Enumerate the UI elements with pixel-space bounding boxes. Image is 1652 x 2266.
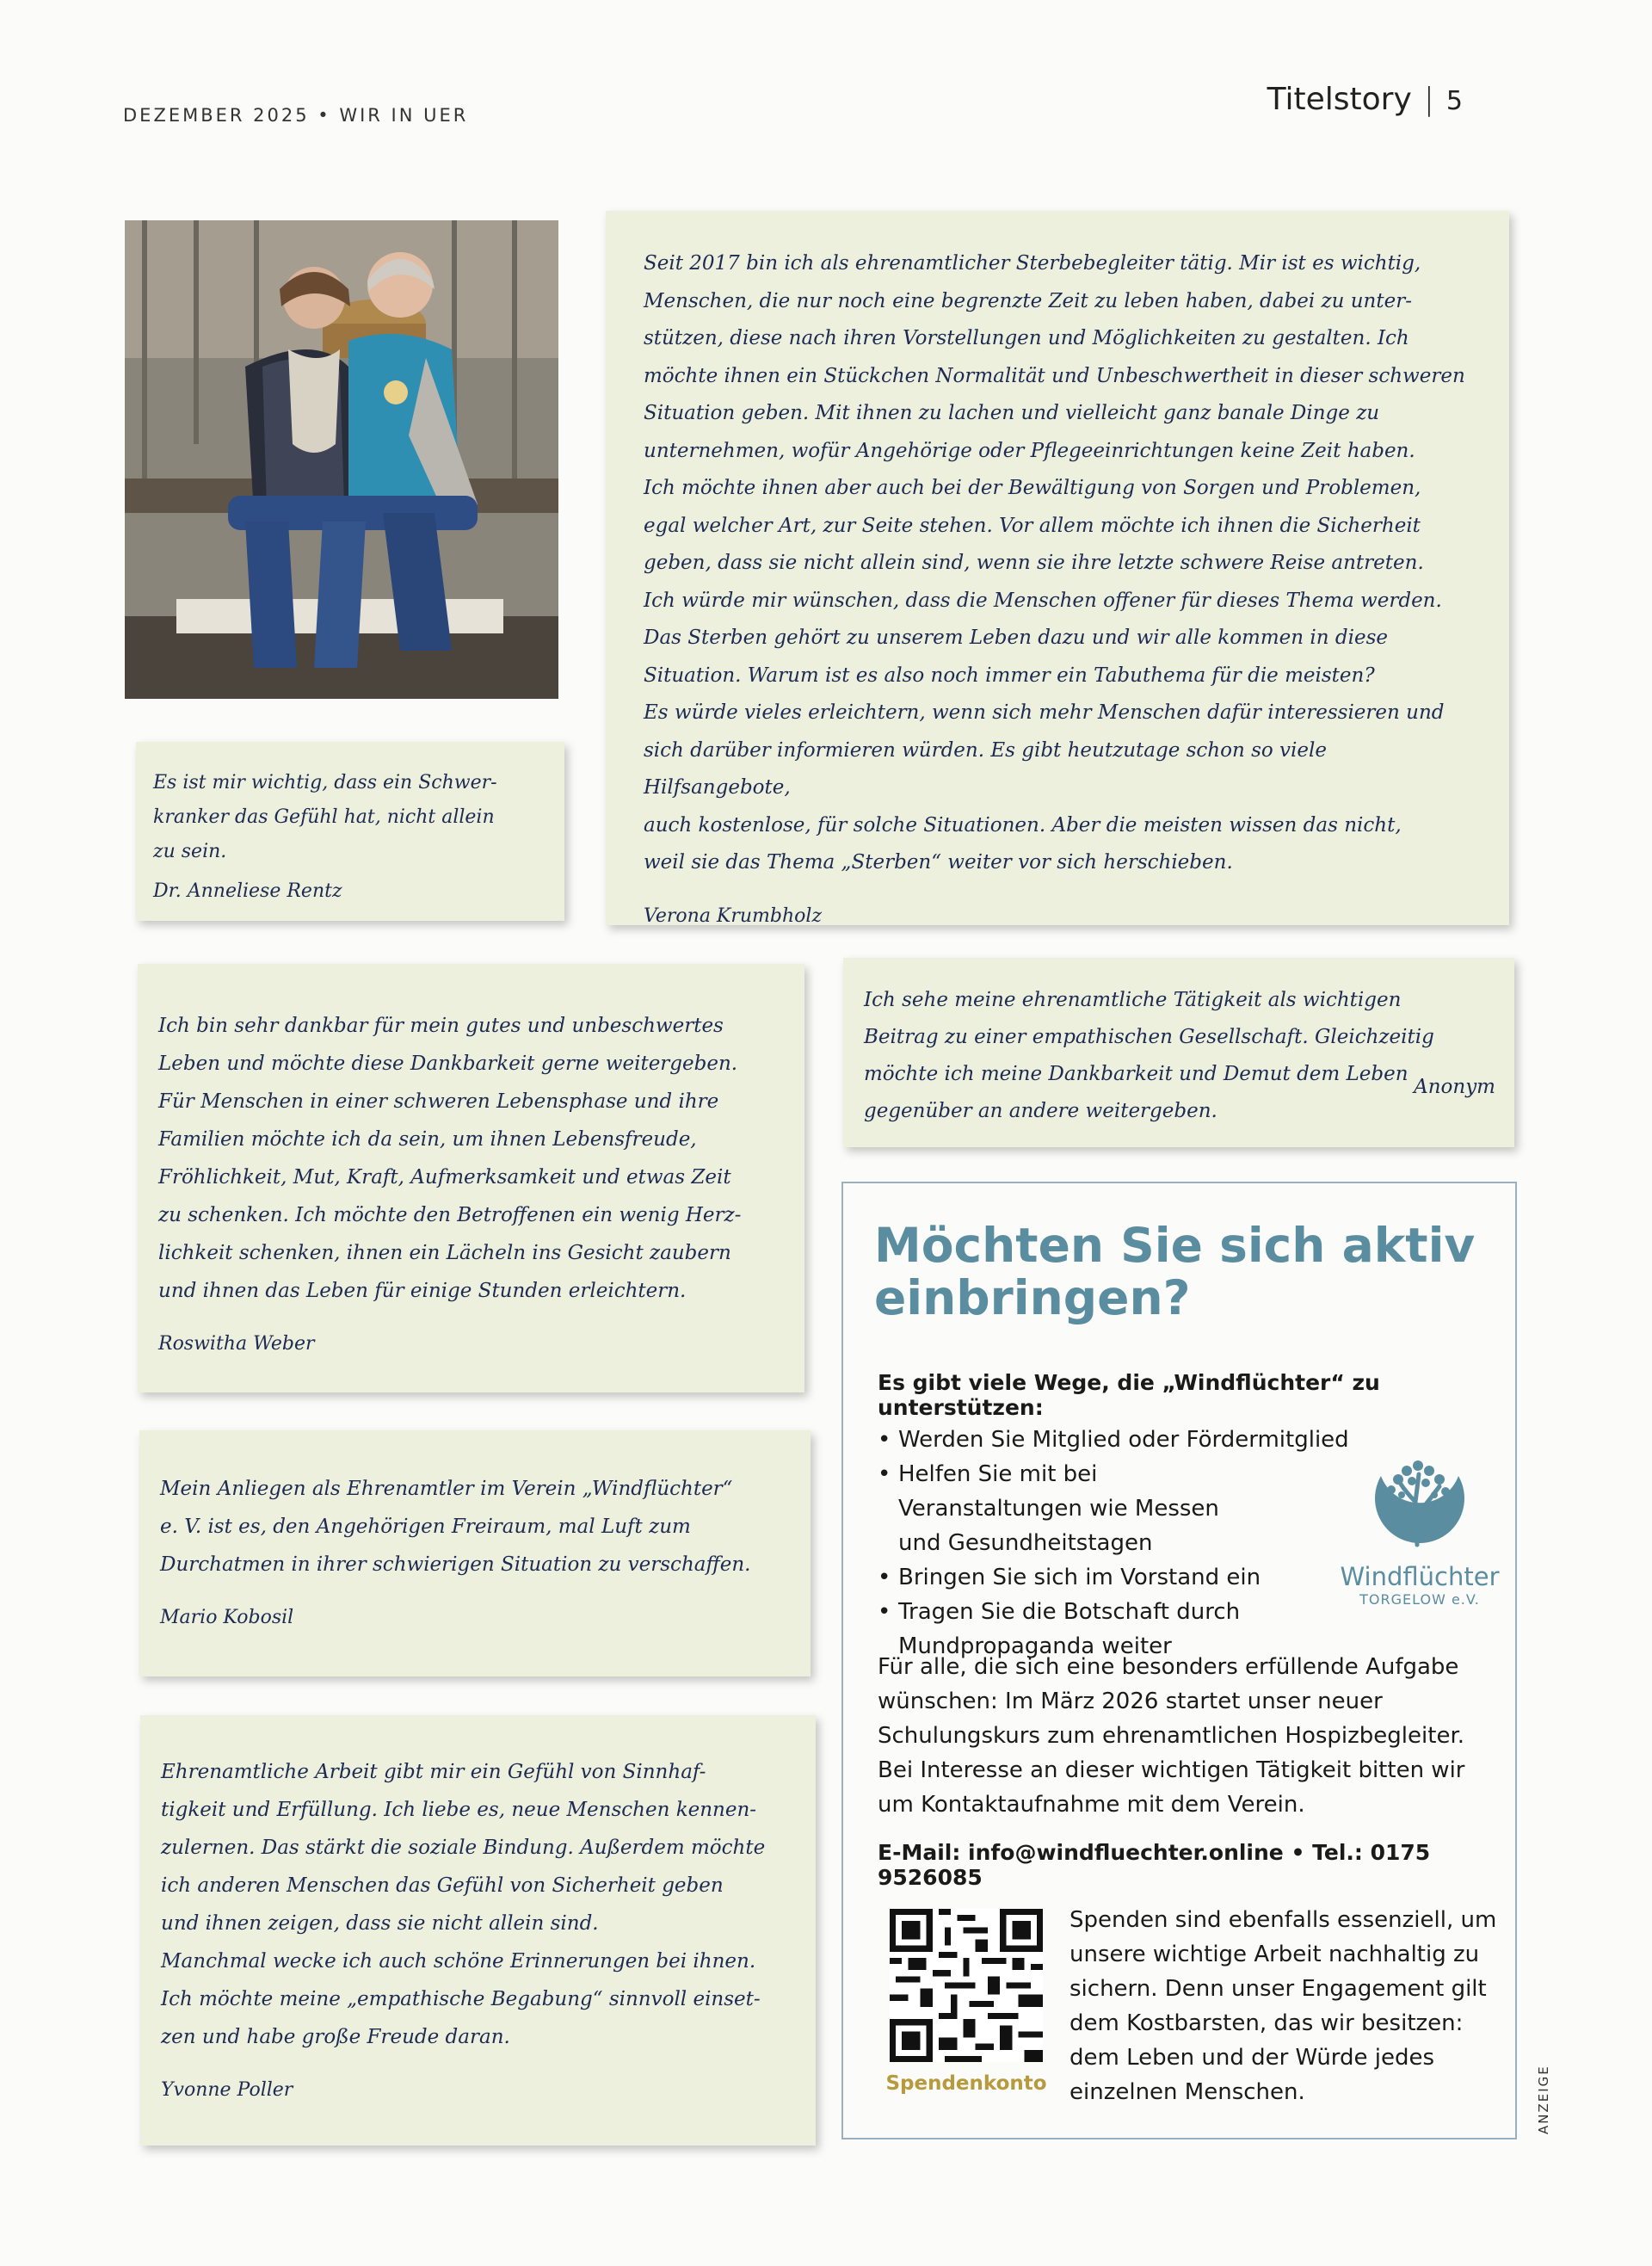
quote-line: und ihnen zeigen, dass sie nicht allein sind. [161,1912,599,1935]
quote-card-anneliese [136,742,564,921]
quote-line: Ich möchte meine „empathische Begabung“ sinnvoll einset- [161,1988,761,2010]
quote-line: und ihnen das Leben für einige Stunden erleichtern. [158,1280,687,1302]
logo-name: Windflüchter [1340,1562,1500,1591]
quote-line: Manchmal wecke ich auch schöne Erinnerungen bei ihnen. [161,1950,756,1973]
section-heading [1267,82,1463,117]
quote-line: Mein Anliegen als Ehrenamtler im Verein „Windflüchter“ [160,1478,733,1500]
quote-line: zulernen. Das stärkt die soziale Bindung. Außerdem möchte [161,1837,766,1859]
list-item-text: Helfen Sie mit bei Veranstaltungen wie Messen und Gesundheitstagen [898,1461,1219,1556]
quote-author: Yvonne Poller [161,2079,293,2101]
quote-line: Seit 2017 bin ich als ehrenamtlicher Sterbebegleiter tätig. Mir ist es wichtig, [644,252,1421,275]
donation-text: Spenden sind ebenfalls essenziell, um unsere wichtige Arbeit nachhaltig zu sichern. Denn unser Engagement gilt dem Kostbarsten, das wir besitzen: dem Leben und der Würde jedes einzelnen Menschen. [1069,1907,1497,2105]
quote-line: Beitrag zu einer empathischen Gesellschaft. Gleichzeitig [864,1026,1434,1048]
advertisement-box [841,1182,1517,2139]
separator: | [1423,82,1434,117]
quote-card-mario [139,1430,811,1676]
qr-label: Spendenkonto [885,2072,1047,2095]
list-item [878,1560,1349,1595]
portrait-photo [125,220,558,699]
quote-line: Ich würde mir wünschen, dass die Menschen offener für dieses Thema werden. [644,589,1442,612]
quote-line: zen und habe große Freude daran. [161,2026,510,2048]
list-item-text: Werden Sie Mitglied oder Fördermitglied [898,1427,1349,1453]
quote-line: unternehmen, wofür Angehörige oder Pflegeeinrichtungen keine Zeit haben. [644,439,1415,462]
quote-line: ich anderen Menschen das Gefühl von Sicherheit geben [161,1874,724,1897]
windfluechter-logo [1338,1442,1501,1608]
logo-subtitle: TORGELOW e.V. [1359,1591,1480,1608]
quote-line: Ich sehe meine ehrenamtliche Tätigkeit als wichtigen [864,989,1402,1011]
quote-card-verona [606,211,1509,925]
quote-card-yvonne [140,1715,816,2146]
quote-line: auch kostenlose, für solche Situationen. Aber die meisten wissen das nicht, [644,813,1402,837]
quote-line: kranker das Gefühl hat, nicht allein [153,806,495,828]
quote-author: Mario Kobosil [160,1607,294,1628]
ad-support-list [878,1423,1349,1664]
quote-line: sich darüber informieren würden. Es gibt heutzutage schon so viele Hilfsangebote, [644,738,1327,799]
quote-line: Familien möchte ich da sein, um ihnen Lebensfreude, [158,1128,697,1151]
quote-line: Menschen, die nur noch eine begrenzte Zeit zu leben haben, dabei zu unter- [644,289,1412,312]
quote-line: Situation. Warum ist es also noch immer ein Tabuthema für die meisten? [644,664,1375,687]
quote-line: Es ist mir wichtig, dass ein Schwer- [153,772,497,793]
quote-line: Leben und möchte diese Dankbarkeit gerne weitergeben. [158,1053,738,1075]
quote-line: möchte ihnen ein Stückchen Normalität und Unbeschwertheit in dieser schweren [644,364,1465,387]
page-number: 5 [1446,86,1463,116]
list-item [878,1457,1349,1560]
quote-line: Es würde vieles erleichtern, wenn sich mehr Menschen dafür interessieren und [644,701,1445,724]
quote-card-roswitha [138,964,804,1392]
quote-line: Fröhlichkeit, Mut, Kraft, Aufmerksamkeit und etwas Zeit [158,1166,731,1189]
issue-date: DEZEMBER 2025 • WIR IN UER [123,105,469,126]
quote-author: Anonym [1414,1076,1495,1098]
ad-subtitle: Es gibt viele Wege, die „Windflüchter“ zu unterstützen: [878,1370,1380,1420]
quote-line: zu schenken. Ich möchte den Betroffenen ein wenig Herz- [158,1204,742,1226]
list-item [878,1423,1349,1457]
quote-line: weil sie das Thema „Sterben“ weiter vor sich herschieben. [644,851,1233,874]
quote-line: stützen, diese nach ihren Vorstellungen und Möglichkeiten zu gestalten. Ich [644,327,1409,349]
quote-line: Ich bin sehr dankbar für mein gutes und unbeschwertes [158,1015,724,1037]
quote-line: e. V. ist es, den Angehörigen Freiraum, mal Luft zum [160,1516,691,1538]
quote-line: zu sein. [153,841,227,862]
advertisement-label: ANZEIGE [1536,2065,1551,2134]
qr-code-icon[interactable] [890,1909,1043,2062]
ad-body-text: Für alle, die sich eine besonders erfüllende Aufgabe wünschen: Im März 2026 startet unser neuer Schulungskurs zum ehrenamtlichen Hospizbegleiter. Bei Interesse an dieser wichtigen Tätigkeit bitten wir um Kontaktaufnahme mit dem Verein. [878,1654,1465,1818]
section-title: Titelstory [1267,82,1412,117]
quote-line: lichkeit schenken, ihnen ein Lächeln ins Gesicht zaubern [158,1242,731,1264]
tree-logo-icon [1364,1442,1476,1553]
quote-line: gegenüber an andere weitergeben. [864,1100,1217,1122]
list-item-text: Bringen Sie sich im Vorstand ein [898,1565,1261,1590]
ad-title: Möchten Sie sich aktiv einbringen? [874,1218,1476,1325]
quote-line: Für Menschen in einer schweren Lebensphase und ihre [158,1090,719,1113]
quote-author: Dr. Anneliese Rentz [153,880,342,902]
quote-card-anonym [843,958,1514,1147]
quote-line: geben, dass sie nicht allein sind, wenn sie ihre letzte schwere Reise antreten. [644,552,1424,574]
quote-line: egal welcher Art, zur Seite stehen. Vor allem möchte ich ihnen die Sicherheit [644,514,1421,537]
quote-line: Ehrenamtliche Arbeit gibt mir ein Gefühl von Sinnhaf- [161,1761,706,1783]
list-item-text: Tragen Sie die Botschaft durch Mundpropaganda weiter [898,1599,1241,1659]
quote-line: Durchatmen in ihrer schwierigen Situation zu verschaffen. [160,1553,751,1576]
quote-line: möchte ich meine Dankbarkeit und Demut dem Leben [864,1063,1409,1085]
quote-line: Situation geben. Mit ihnen zu lachen und vielleicht ganz banale Dinge zu [644,402,1380,424]
contact-line: E-Mail: info@windfluechter.online • Tel.: 0175 9526085 [878,1840,1431,1890]
quote-author: Verona Krumbholz [644,905,823,927]
quote-line: Das Sterben gehört zu unserem Leben dazu und wir alle kommen in diese [644,627,1388,649]
quote-author: Roswitha Weber [158,1333,315,1355]
quote-line: tigkeit und Erfüllung. Ich liebe es, neue Menschen kennen- [161,1799,757,1821]
quote-line: Ich möchte ihnen aber auch bei der Bewältigung von Sorgen und Problemen, [644,477,1421,499]
